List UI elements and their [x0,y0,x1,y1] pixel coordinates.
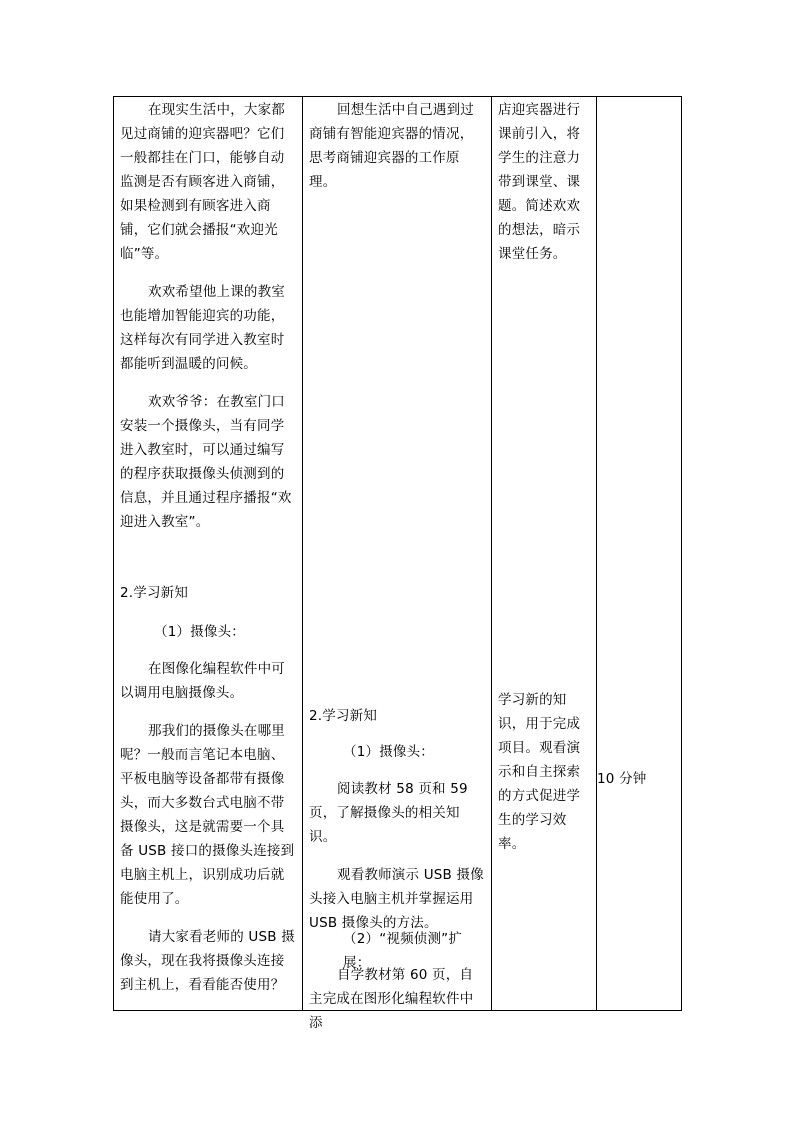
time-cell [597,97,682,1011]
intro-paragraph: 欢欢希望他上课的教室也能增加智能迎宾的功能，这样每次有同学进入教室时都能听到温暖的问候。 [120,284,285,372]
design-intent-cell [492,97,597,1011]
sub-title: （1）摄像头： [343,744,434,760]
read-paragraph: 阅读教材 58 页和 59 页，了解摄像头的相关知识。 [309,781,468,845]
sub-title: （2）“视频侦测”扩展： [343,931,463,971]
intro-paragraph: 欢欢爷爷：在教室门口安装一个摄像头，当有同学进入教室时，可以通过编写的程序获取摄像头侦测到的信息，并且通过程序播报“欢迎进入教室”。 [120,394,292,530]
student-activity-cell [303,97,492,1031]
camera-paragraph: 请大家看老师的 USB 摄像头，现在我将摄像头连接到主机上，看看能否使用？ [120,929,295,993]
sub-title: （1）摄像头： [154,624,245,640]
section-title: 2.学习新知 [120,585,189,601]
self-study-paragraph: 自学教材第 60 页，自主完成在图形化编程软件中添 [309,967,474,1031]
purpose-paragraph: 店迎宾器进行课前引入，将学生的注意力带到课堂、课题。简述欢欢的想法，暗示课堂任务。 [498,102,581,262]
camera-paragraph: 那我们的摄像头在哪里呢？一般而言笔记本电脑、平板电脑等设备都带有摄像头，而大多数台式电脑不带摄像头，这是就需要一个具备 USB 接口的摄像头连接到电脑主机上，识别成功后就能使用了。 [120,723,295,907]
time-value: 10 分钟 [597,771,647,787]
camera-paragraph: 在图像化编程软件中可以调用电脑摄像头。 [120,661,285,701]
table-row [114,97,682,1011]
teacher-activity-cell [114,97,303,1011]
recall-paragraph: 回想生活中自己遇到过商铺有智能迎宾器的情况，思考商铺迎宾器的工作原理。 [309,102,474,190]
section-title: 2.学习新知 [309,708,378,724]
intro-paragraph: 在现实生活中，大家都见过商铺的迎宾器吧？它们一般都挂在门口，能够自动监测是否有顾客进入商铺，如果检测到有顾客进入商铺，它们就会播报“欢迎光临”等。 [120,102,285,262]
purpose-paragraph: 学习新的知识，用于完成项目。观看演示和自主探索的方式促进学生的学习效率。 [498,692,581,852]
lesson-plan-table [113,96,682,1031]
watch-paragraph: 观看教师演示 USB 摄像头接入电脑主机并掌握运用 USB 摄像头的方法。 [309,867,484,931]
